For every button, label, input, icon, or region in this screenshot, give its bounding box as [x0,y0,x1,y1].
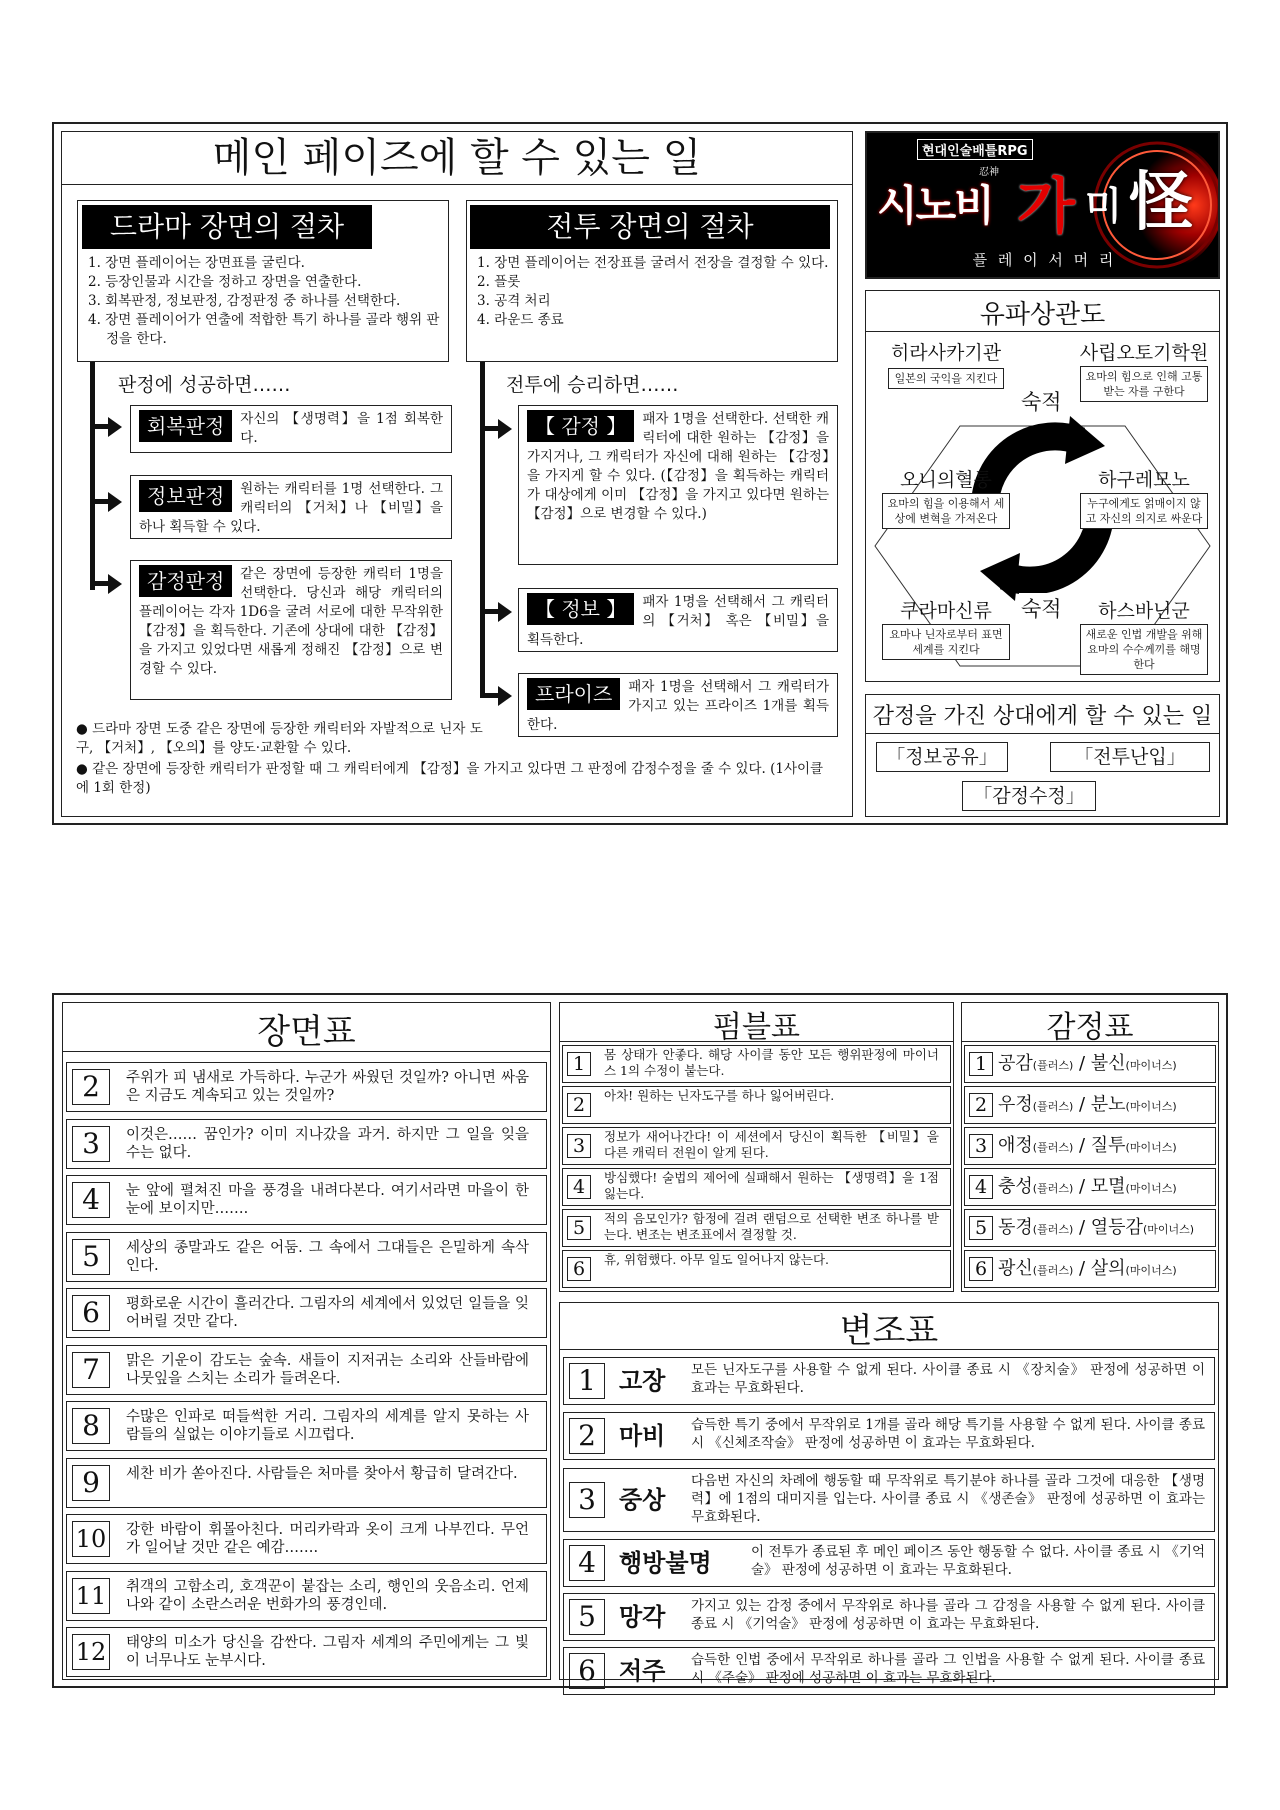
combat-procedure-heading: 전투 장면의 절차 [470,205,830,249]
emotion-plus: 충성 [998,1176,1033,1197]
logo-title-ga: 가 [1017,172,1075,242]
separator-icon: / [1073,1258,1091,1279]
emotion-row-pair [998,1216,1194,1242]
emotion-minus: 열등감 [1090,1217,1143,1238]
arrow-icon [108,492,122,512]
logo-kanji: 怪 [1129,166,1193,240]
scene-row-text: 태양의 미소가 당신을 감싼다. 그림자 세계의 주민에게는 그 빛이 너무나도 눈부시다. [126,1635,529,1669]
scene-row-number: 8 [72,1408,110,1444]
fumble-row-number: 3 [567,1134,591,1158]
info-judge-text: 원하는 캐릭터를 1명 선택한다. 그 캐릭터의 【거처】나 【비밀】을 하나 획득할 수 있다. [139,481,443,535]
variation-row-text: 이 전투가 종료된 후 메인 페이즈 동안 행동할 수 없다. 사이클 종료 시 《기억술》 판정에 성공하면 이 효과는 무효화된다. [751,1544,1205,1578]
combat-steps [475,254,831,330]
variation-row-text: 습득한 특기 중에서 무작위로 1개를 골라 해당 특기를 사용할 수 없게 된다. 사이클 종료 시 《신체조작술》 판정에 성공하면 이 효과는 무효화된다. [691,1417,1205,1451]
scene-row-text: 평화로운 시간이 흘러간다. 그림자의 세계에서 있었던 일들을 잊어버릴 것만 같다. [126,1296,529,1330]
emotion-plus: 동경 [998,1217,1033,1238]
fumble-row-text: 방심했다! 술법의 제어에 실패해서 원하는 【생명력】을 1점 잃는다. [604,1170,939,1201]
combat-prize-box [518,673,838,737]
logo-title-mi: 미 [1085,184,1122,228]
combat-info-tag: 【 정보 】 [527,593,634,625]
logo-ruby: 忍神 [979,167,999,178]
drama-flow-line [90,362,95,590]
variation-row-name: 망각 [619,1603,666,1631]
combat-step: 2. 플롯 [477,274,521,290]
scene-row-number: 5 [72,1239,110,1275]
variation-table-title: 변조표 [839,1311,939,1351]
org-oni [876,467,1016,529]
scene-row-number: 11 [72,1578,110,1614]
logo-subtitle: 플 레 이 서 머 리 [972,251,1117,269]
note-trade: ● 드라마 장면 도중 같은 장면에 등장한 캐릭터와 자발적으로 닌자 도구, 【거처】, 【오의】를 양도·교환할 수 있다. [76,721,483,756]
org-otogi [1074,340,1214,402]
emotion-plus: 애정 [998,1135,1033,1156]
minus-label: (마이너스) [1125,1264,1177,1277]
variation-row-text: 가지고 있는 감정 중에서 무작위로 하나를 골라 그 감정을 사용할 수 없게 된다. 사이클 종료 시 《기억술》 판정에 성공하면 이 효과는 무효화된다. [691,1598,1205,1632]
separator-icon: / [1073,1176,1091,1197]
emotion-judge-text: 같은 장면에 등장한 캐릭터 1명을 선택한다. 당신과 해당 캐릭터의 플레이어는 각자 1D6을 굴려 서로에 대한 무작위한 【감정】을 획득한다. 기존에 상대에 대한 【감정】을 가지고 있었다면 새롭게 정해진 【감정】으로 변경할 수 있다. [139,566,443,677]
plus-label: (플러스) [1032,1182,1074,1195]
action-info-share: 「정보공유」 [876,742,1008,772]
scene-row-number: 2 [72,1069,110,1105]
emotion-row-number: 6 [969,1257,993,1281]
emotion-minus: 불신 [1090,1053,1126,1074]
info-judge-box [130,475,452,539]
variation-row-text: 습득한 인법 중에서 무작위로 하나를 골라 그 인법을 사용할 수 없게 된다. 사이클 종료 시 《주술》 판정에 성공하면 이 효과는 무효화된다. [691,1652,1205,1686]
org-desc: 일본의 국익을 지킨다 [888,368,1004,389]
org-desc: 누구에게도 얽매이지 않고 자신의 의지로 싸운다 [1080,493,1208,529]
org-name: 하스바닌군 [1098,600,1190,622]
fumble-row-number: 6 [567,1257,591,1281]
org-hagure [1074,467,1214,529]
recovery-judge-box [130,405,452,453]
fumble-row-number: 2 [567,1093,591,1117]
scene-row-number: 3 [72,1126,110,1162]
emotion-minus: 살의 [1090,1258,1126,1279]
emotion-judge-tag: 감정판정 [139,565,232,597]
drama-procedure-heading: 드라마 장면의 절차 [82,205,372,249]
action-combat-intrusion: 「전투난입」 [1050,742,1210,772]
drama-steps [86,254,442,349]
scene-row-number: 9 [72,1465,110,1501]
emotion-actions-title: 감정을 가진 상대에게 할 수 있는 일 [872,704,1213,729]
combat-info-box [518,588,838,652]
combat-emotion-box [518,405,838,565]
emotion-minus: 모멸 [1090,1176,1126,1197]
org-name: 오니의혈통 [900,469,992,491]
scene-row-text: 세상의 종말과도 같은 어둠. 그 속에서 그대들은 은밀하게 속삭인다. [126,1240,529,1274]
variation-row-number: 2 [569,1418,605,1454]
drama-step: 1. 장면 플레이어는 장면표를 굴린다. [88,255,305,271]
variation-row-number: 1 [569,1363,605,1399]
scene-row-number: 7 [72,1352,110,1388]
scene-row-text: 맑은 기운이 감도는 숲속. 새들이 지저귀는 소리와 산들바람에 나뭇잎을 스치는 소리가 들려온다. [126,1353,529,1387]
fumble-row-text: 정보가 새어나간다! 이 세션에서 당신이 획득한 【비밀】을 다른 캐릭터 전원이 알게 된다. [604,1129,939,1160]
variation-row-name: 고장 [619,1367,666,1395]
variation-row-name: 중상 [619,1486,666,1514]
scene-table-title: 장면표 [257,1012,356,1052]
plus-label: (플러스) [1032,1059,1074,1072]
scene-row-text: 세찬 비가 쏟아진다. 사람들은 처마를 찾아서 황급히 달려간다. [126,1466,518,1482]
combat-step: 4. 라운드 종료 [477,312,564,328]
recovery-judge-text: 자신의 【생명력】을 1점 회복한다. [240,411,443,446]
arrow-icon [108,574,122,594]
main-phase-title: 메인 페이즈에 할 수 있는 일 [212,135,702,181]
separator-icon: / [1073,1135,1091,1156]
combat-emotion-text: 패자 1명을 선택한다. 선택한 캐릭터에 대한 원하는 【감정】을 가지거나, 그 캐릭터가 자신에 대해 원하는 【감정】을 가지게 할 수 있다. (【감정】을 획득하는 캐릭터가 대상에게 이미 【감정】을 가지고 있다면 원하는 【감정】으로 변경할 수 있다.) [527,411,829,522]
emotion-table-title: 감정표 [1046,1010,1134,1045]
scene-row-text: 눈 앞에 펼쳐진 마을 풍경을 내려다본다. 여기서라면 마을이 한 눈에 보이지만……. [126,1183,529,1217]
emotion-row-pair [998,1134,1177,1160]
minus-label: (마이너스) [1125,1141,1177,1154]
relations-title: 유파상관도 [979,300,1106,330]
combat-prize-tag: 프라이즈 [527,678,620,710]
org-name: 히라사카기관 [890,342,1002,364]
fumble-row-number: 1 [567,1052,591,1076]
emotion-minus: 질투 [1090,1135,1126,1156]
scene-row-text: 주위가 피 냄새로 가득하다. 누군가 싸웠던 것일까? 아니면 싸움은 지금도 계속되고 있는 것일까? [126,1070,529,1104]
scene-row-number: 12 [72,1634,110,1670]
org-name: 사립오토기학원 [1079,342,1209,364]
variation-row-number: 6 [569,1653,605,1689]
minus-label: (마이너스) [1142,1223,1195,1236]
org-desc: 새로운 인법 개발을 위해 요마의 수수께끼를 해명한다 [1080,624,1208,675]
emotion-row-number: 5 [969,1216,993,1240]
org-hasuba [1074,598,1214,675]
scene-row-number: 4 [72,1182,110,1218]
recovery-judge-tag: 회복판정 [139,410,232,442]
emotion-judge-box [130,560,452,700]
emotion-row-number: 1 [969,1052,993,1076]
scene-row-text: 수많은 인파로 떠들썩한 거리. 그림자의 세계를 알지 못하는 사람들의 실없는 이야기들로 시끄럽다. [126,1409,529,1443]
combat-info-text: 패자 1명을 선택해서 그 캐릭터의 【거처】 혹은 【비밀】을 획득한다. [527,594,829,648]
combat-victory-heading: 전투에 승리하면…… [506,374,679,396]
drama-step: 2. 등장인물과 시간을 정하고 장면을 연출한다. [88,274,362,290]
fumble-table-title: 펌블표 [713,1010,800,1045]
variation-row-number: 5 [569,1599,605,1635]
emotion-minus: 분노 [1090,1094,1126,1115]
minus-label: (마이너스) [1125,1059,1177,1072]
plus-label: (플러스) [1032,1141,1074,1154]
org-desc: 요마의 힘을 이용해서 세상에 변혁을 가져온다 [882,493,1010,529]
emotion-row-pair [998,1052,1177,1078]
emotion-row-pair [998,1175,1177,1201]
variation-row-name: 마비 [619,1422,666,1450]
fumble-row-text: 적의 음모인가? 함정에 걸려 랜덤으로 선택한 변조 하나를 받는다. 변조는 변조표에서 결정할 것. [604,1211,939,1242]
org-kurama [876,598,1016,660]
combat-flow-line [480,362,485,698]
emotion-row-number: 4 [969,1175,993,1199]
separator-icon: / [1073,1094,1091,1115]
plus-label: (플러스) [1032,1264,1074,1277]
org-desc: 요마의 힘으로 인해 고통받는 자를 구한다 [1080,366,1208,402]
combat-prize-text: 패자 1명을 선택해서 그 캐릭터가 가지고 있는 프라이즈 1개를 획득한다. [527,679,829,733]
logo-title-shinobi: 시노비 [877,181,993,230]
separator-icon: / [1073,1217,1091,1238]
fumble-row-number: 4 [567,1175,591,1199]
org-hirasaka [876,340,1016,391]
arrow-icon [498,419,512,439]
scene-row-number: 10 [72,1521,110,1557]
shinobigami-logo [865,131,1220,279]
minus-label: (마이너스) [1125,1182,1177,1195]
action-emotion-modifier: 「감정수정」 [962,781,1096,811]
scene-row-text: 취객의 고함소리, 호객꾼이 붙잡는 소리, 행인의 웃음소리. 언제나와 같이 소란스러운 번화가의 풍경인데. [126,1579,529,1613]
drama-step: 4. 장면 플레이어가 연출에 적합한 특기 하나를 골라 행위 판정을 한다. [88,312,440,347]
feud-label-bottom: 숙적 [1019,593,1064,623]
variation-row-name: 행방불명 [619,1549,712,1577]
fumble-row-text: 휴, 위험했다. 아무 일도 일어나지 않는다. [604,1252,829,1267]
fumble-row-text: 몸 상태가 안좋다. 해당 사이클 동안 모든 행위판정에 마이너스 1의 수정이 붙는다. [604,1047,939,1078]
plus-label: (플러스) [1032,1223,1074,1236]
separator-icon: / [1073,1053,1091,1074]
arrow-icon [498,602,512,622]
variation-row-text: 모든 닌자도구를 사용할 수 없게 된다. 사이클 종료 시 《장치술》 판정에 성공하면 이 효과는 무효화된다. [691,1362,1205,1396]
logo-top-line: 현대인술배틀RPG [917,139,1033,160]
emotion-row-pair [998,1093,1177,1119]
emotion-row-pair [998,1257,1177,1283]
fumble-row-number: 5 [567,1216,591,1240]
org-name: 하구레모노 [1098,469,1190,491]
plus-label: (플러스) [1032,1100,1074,1113]
note-emotion-modifier: ● 같은 장면에 등장한 캐릭터가 판정할 때 그 캐릭터에게 【감정】을 가지고 있다면 그 판정에 감정수정을 줄 수 있다. (1사이클에 1회 한정) [76,761,824,796]
emotion-plus: 공감 [998,1053,1033,1074]
org-desc: 요마나 닌자로부터 표면 세계를 지킨다 [882,624,1010,660]
variation-row-number: 3 [569,1482,605,1518]
emotion-plus: 우정 [998,1094,1033,1115]
scene-row-text: 강한 바람이 휘몰아친다. 머리카락과 옷이 크게 나부낀다. 무언가 일어날 것만 같은 예감……. [126,1522,529,1556]
emotion-row-number: 2 [969,1093,993,1117]
org-name: 쿠라마신류 [900,600,992,622]
feud-label-top: 숙적 [1019,386,1064,416]
scene-row-number: 6 [72,1295,110,1331]
variation-row-number: 4 [569,1545,605,1581]
emotion-row-number: 3 [969,1134,993,1158]
scene-row-text: 이것은…… 꿈인가? 이미 지나갔을 과거. 하지만 그 일을 잊을 수는 없다. [126,1127,529,1161]
fumble-row-text: 아차! 원하는 닌자도구를 하나 잃어버린다. [604,1088,835,1103]
minus-label: (마이너스) [1125,1100,1177,1113]
combat-step: 1. 장면 플레이어는 전장표를 굴려서 전장을 결정할 수 있다. [477,255,829,271]
variation-row-name: 저주 [619,1657,666,1685]
info-judge-tag: 정보판정 [139,480,232,512]
drama-step: 3. 회복판정, 정보판정, 감정판정 중 하나를 선택한다. [88,293,401,309]
variation-row-text: 다음번 자신의 차례에 행동할 때 무작위로 특기분야 하나를 골라 그것에 대응한 【생명력】에 1점의 대미지를 입는다. 사이클 종료 시 《생존술》 판정에 성공하면 이 효과는 무효화된다. [691,1473,1205,1525]
emotion-plus: 광신 [998,1258,1033,1279]
arrow-icon [498,686,512,706]
arrow-icon [108,417,122,437]
combat-step: 3. 공격 처리 [477,293,551,309]
combat-emotion-tag: 【 감정 】 [527,410,634,442]
drama-success-heading: 판정에 성공하면…… [118,374,291,396]
